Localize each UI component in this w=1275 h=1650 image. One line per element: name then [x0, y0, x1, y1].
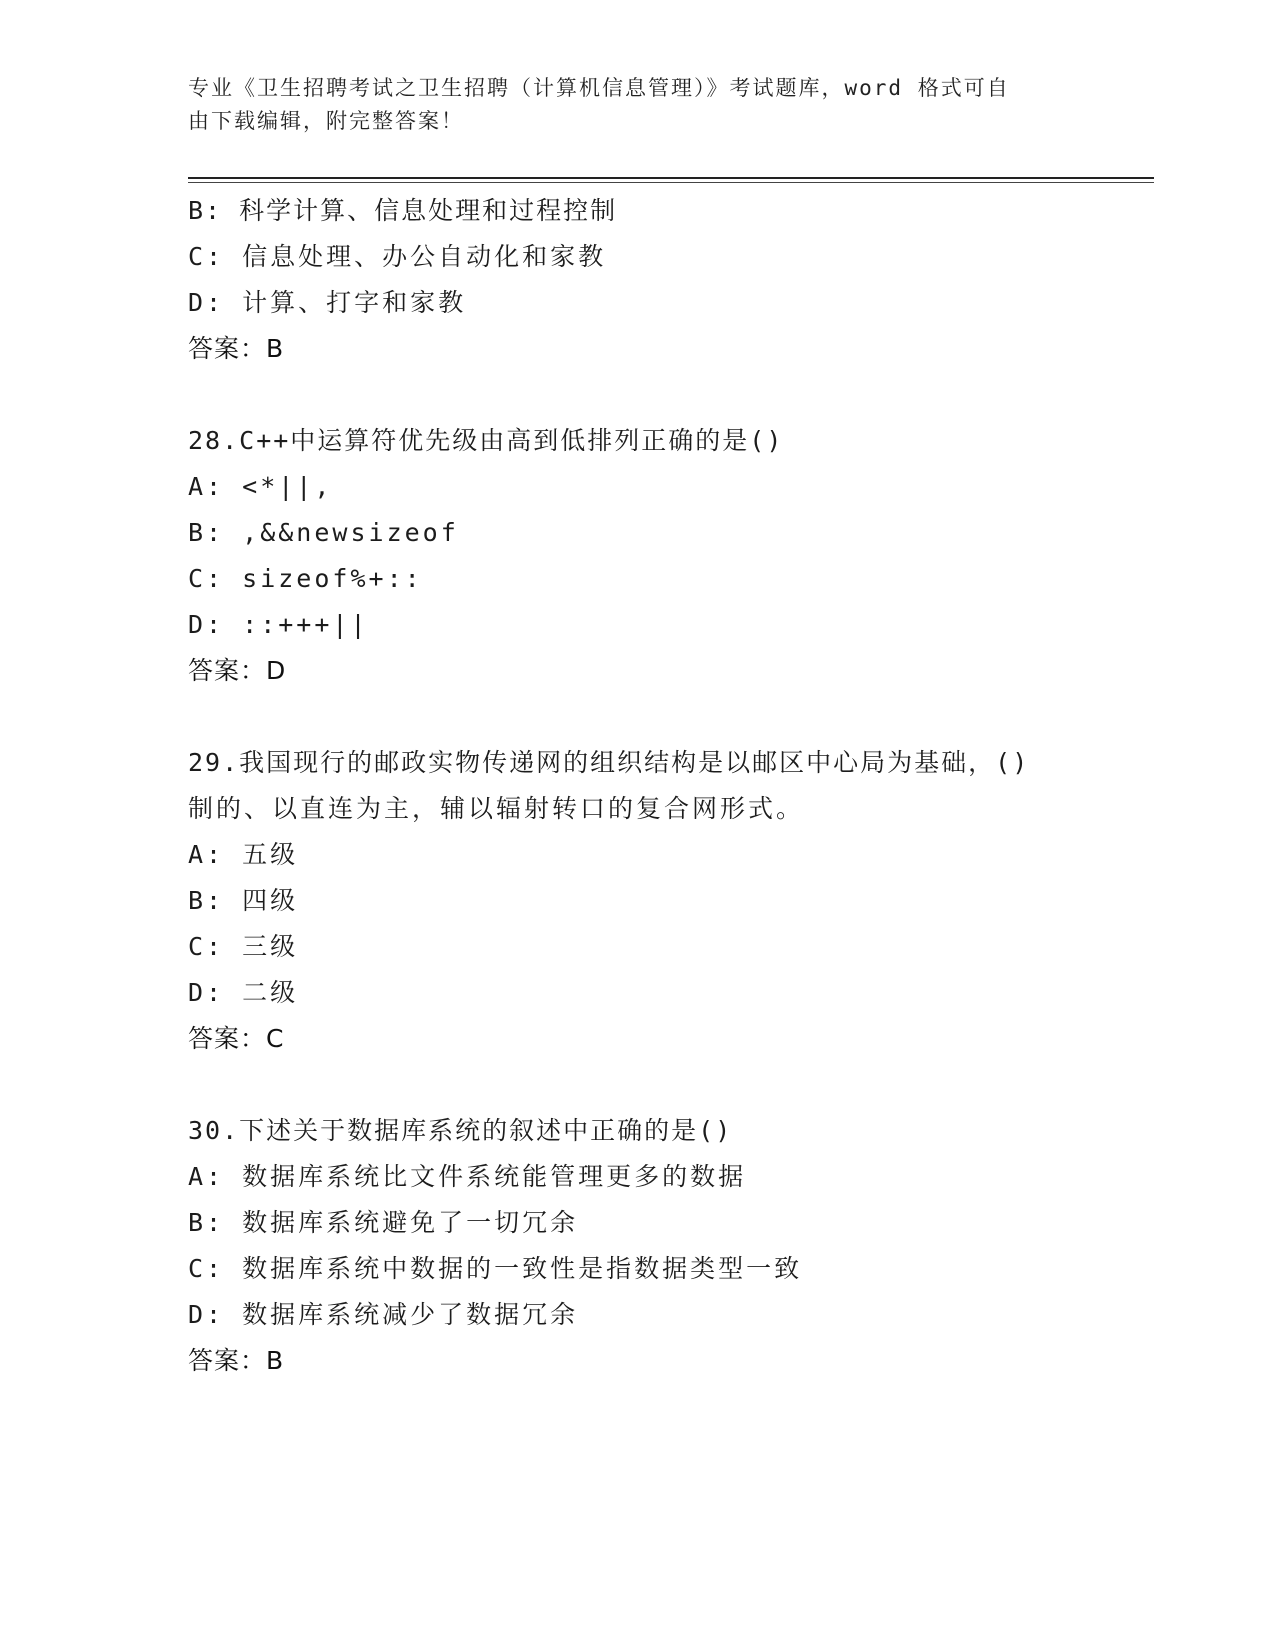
option-c: C: 信息处理、办公自动化和家教 [188, 242, 607, 271]
answer-line: 答案：B [188, 334, 285, 363]
header-line-1: 专业《卫生招聘考试之卫生招聘（计算机信息管理）》考试题库，word 格式可自 [188, 76, 1010, 100]
question-stem: 30.下述关于数据库系统的叙述中正确的是() [188, 1116, 733, 1145]
header-line-2: 由下载编辑，附完整答案！ [188, 109, 464, 133]
answer-line: 答案：D [188, 656, 287, 685]
option-c: C: sizeof%+:: [188, 564, 423, 593]
question-stem: 29.我国现行的邮政实物传递网的组织结构是以邮区中心局为基础，() [188, 748, 1030, 777]
option-c: C: 三级 [188, 932, 299, 961]
question-29 [188, 740, 1148, 1062]
question-spacer [188, 694, 1148, 740]
option-d: D: 二级 [188, 978, 299, 1007]
answer-line: 答案：B [188, 1346, 285, 1375]
option-a: A: 五级 [188, 840, 299, 869]
question-27-continued [188, 188, 1148, 372]
option-a: A: <*||, [188, 472, 333, 501]
header-rule-thick [188, 177, 1154, 179]
question-spacer [188, 372, 1148, 418]
answer-line: 答案：C [188, 1024, 285, 1053]
option-b: B: 科学计算、信息处理和过程控制 [188, 196, 618, 225]
question-stem: 28.C++中运算符优先级由高到低排列正确的是() [188, 426, 784, 455]
header-rule-thin [188, 182, 1154, 183]
document-body [188, 188, 1148, 1384]
option-b: B: 数据库系统避免了一切冗余 [188, 1208, 579, 1237]
option-d: D: ::+++|| [188, 610, 369, 639]
option-a: A: 数据库系统比文件系统能管理更多的数据 [188, 1162, 747, 1191]
option-b: B: 四级 [188, 886, 299, 915]
question-28 [188, 418, 1148, 694]
option-d: D: 计算、打字和家教 [188, 288, 467, 317]
document-header [188, 72, 1088, 138]
question-stem-continued: 制的、以直连为主，辅以辐射转口的复合网形式。 [188, 794, 805, 823]
option-b: B: ,&&newsizeof [188, 518, 459, 547]
option-d: D: 数据库系统减少了数据冗余 [188, 1300, 579, 1329]
option-c: C: 数据库系统中数据的一致性是指数据类型一致 [188, 1254, 803, 1283]
question-30 [188, 1108, 1148, 1384]
question-spacer [188, 1062, 1148, 1108]
